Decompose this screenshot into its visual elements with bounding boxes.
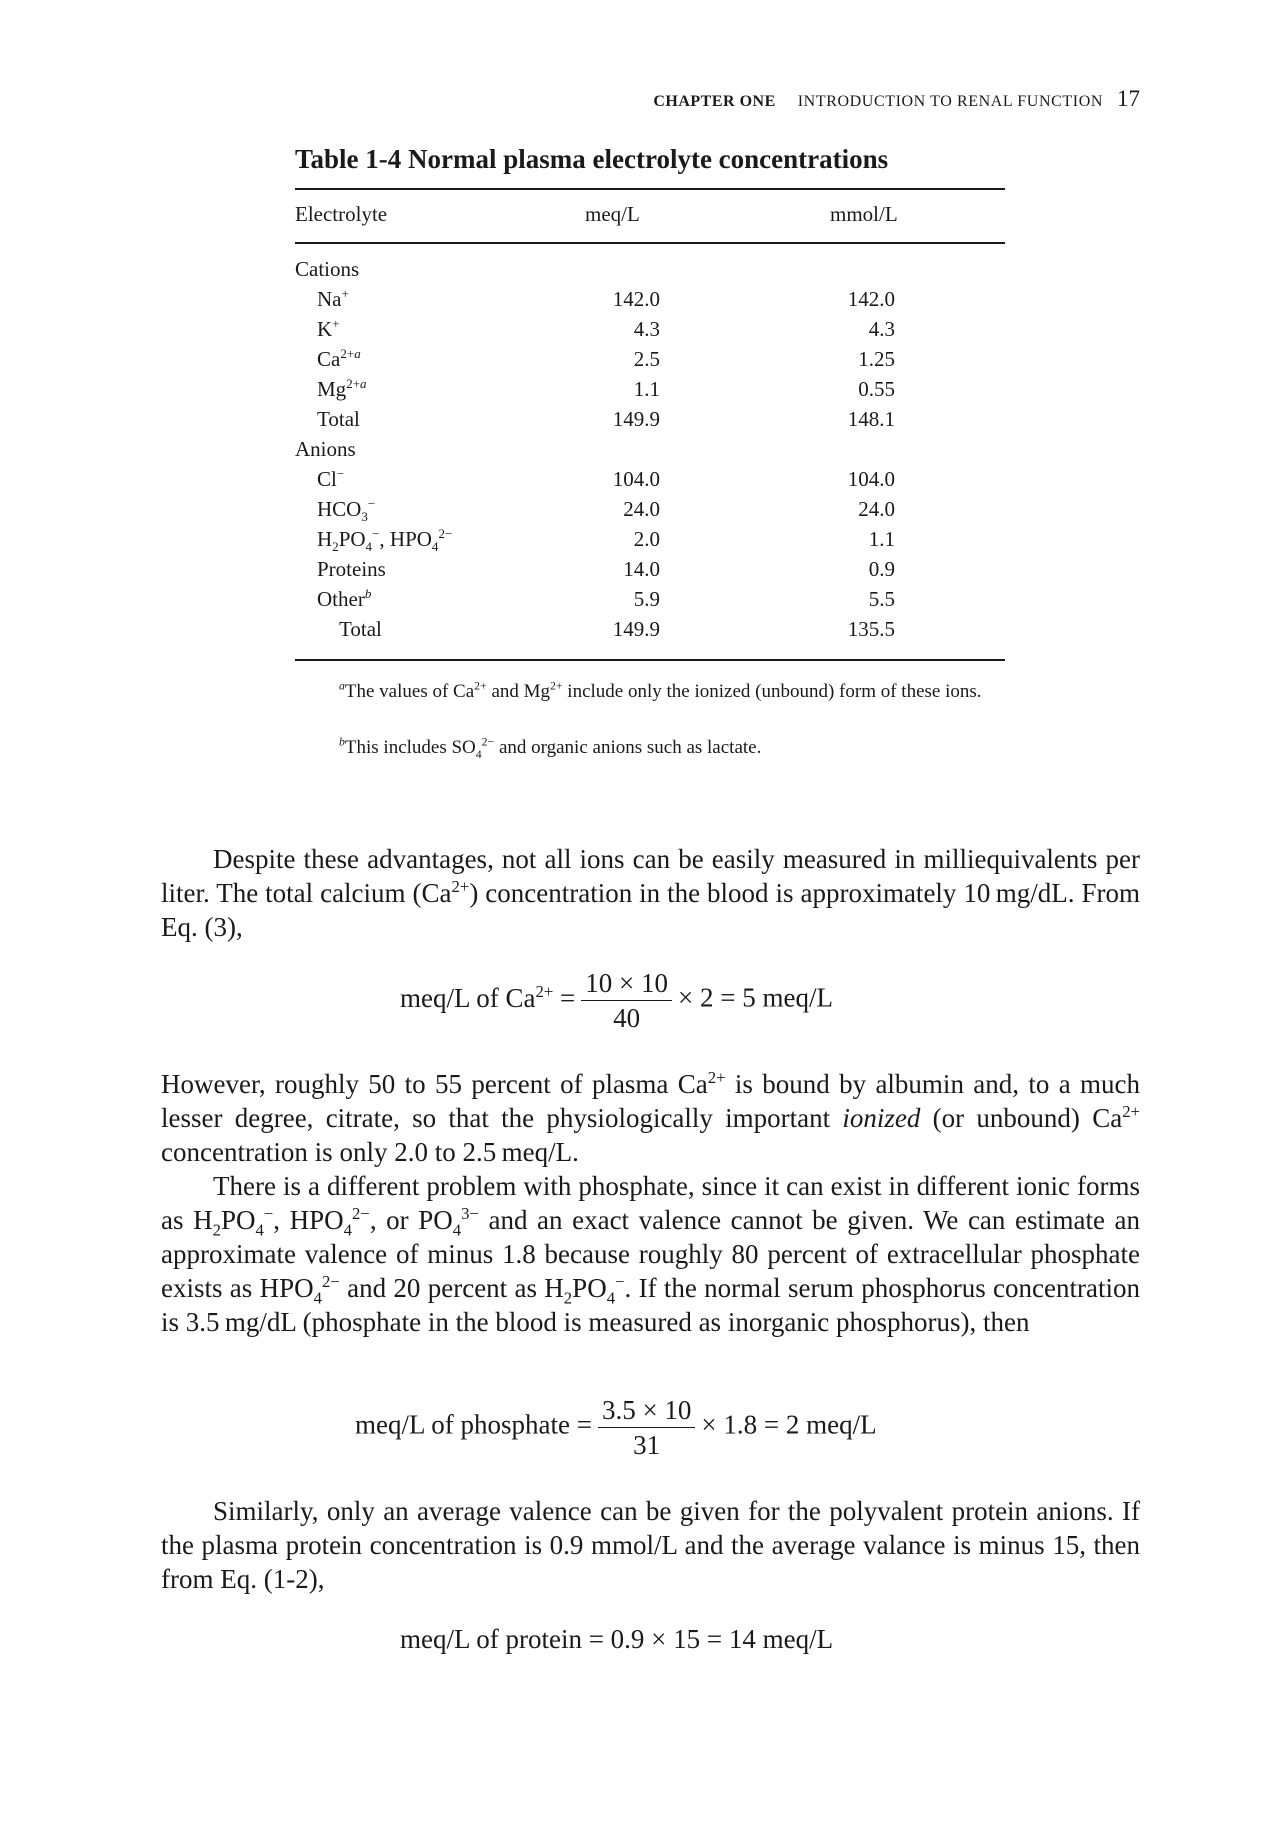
table-row xyxy=(295,257,1005,287)
row-label: Cations xyxy=(295,257,360,281)
paragraph: Despite these advantages, not all ions can be easily measured in milliequivalents per liter. The total calcium $(Ca^{2+})$ concentration in the blood is approximately 10 mg/dL. From Eq. (3), xyxy=(161,844,1140,942)
row-label: $Ca^{2+a}$ xyxy=(317,346,361,371)
fraction: $\frac{10 \times 10}{40}$ xyxy=(581,966,672,1035)
table-footnote-a: $^a$The values of $Ca^{2+}$ and $Mg^{2+}$ include only the ionized (unbound) form of these ions. xyxy=(339,679,982,702)
row-label: Total xyxy=(317,407,360,431)
table-footnote-b: $^b$This includes $SO_4^{2-}$ and organic anions such as lactate. xyxy=(339,735,762,761)
table-row xyxy=(295,407,1005,437)
cell-mmol: 1.25 xyxy=(858,347,895,371)
row-label: Other$^b$ xyxy=(317,586,372,611)
equation-protein: meq/L of protein = 0.9 × 15 = 14 meq/L xyxy=(400,1624,834,1654)
equation-calcium: meq/L of $Ca^{2+}$ = $\frac{10 \times 10}{40}$ × 2 = 5 meq/L xyxy=(400,968,833,1033)
table-row xyxy=(295,467,1005,497)
chapter-title: INTRODUCTION TO RENAL FUNCTION xyxy=(797,93,1103,110)
row-label: $H_2PO_4^-$, $HPO_4^{2-}$ xyxy=(317,526,453,555)
cell-meq: 14.0 xyxy=(623,557,660,581)
equation-phosphate: meq/L of phosphate = $\frac{3.5 \times 10}{31}$ × 1.8 = 2 meq/L xyxy=(355,1395,877,1460)
table-caption: Table 1-4 Normal plasma electrolyte concentrations xyxy=(295,144,889,174)
cell-mmol: 135.5 xyxy=(847,617,895,641)
cell-mmol: 148.1 xyxy=(847,407,895,431)
cell-mmol: 0.9 xyxy=(868,557,895,581)
paragraph: However, roughly 50 to 55 percent of plasma $Ca^{2+}$ is bound by albumin and, to a much lesser degree, citrate, so that the physiologically important ionized (or unbound) $Ca^{2+}$ concentration is only 2.0 to 2.5 meq/L. There is a different problem with phosphate, since it can exist in different ionic forms as $H_2PO_4^-$, $HPO_4^{2-}$, or $PO_4^{3-}$ and an exact valence cannot be given. We can estimate an approximate valence of minus 1.8 because roughly 80 percent of extracellular phosphate exists as $HPO_4^{2-}$ and 20 percent as $H_2PO_4^-$. If the normal serum phosphorus concentration is 3.5 mg/dL (phosphate in the blood is measured as inorganic phosphorus), then xyxy=(161,1068,1141,1337)
table-bottom-rule xyxy=(295,659,1005,661)
cell-mmol: 0.55 xyxy=(858,377,895,401)
cell-meq: 104.0 xyxy=(612,467,660,491)
cell-meq: 4.3 xyxy=(633,317,660,341)
chapter-label: CHAPTER ONE xyxy=(653,93,776,110)
row-label: Cl− xyxy=(317,466,345,491)
row-label: Total xyxy=(339,617,382,641)
column-header-meq: meq/L xyxy=(585,202,640,226)
cell-mmol: 142.0 xyxy=(847,287,895,311)
page-number: 17 xyxy=(1117,86,1140,111)
row-label: $HCO_3^-$ xyxy=(317,496,376,525)
cell-meq: 5.9 xyxy=(633,587,660,611)
table-row xyxy=(295,287,1005,317)
cell-meq: 142.0 xyxy=(612,287,660,311)
table-row xyxy=(295,587,1005,617)
table-row xyxy=(295,437,1005,467)
column-header-mmol: mmol/L xyxy=(830,202,898,226)
cell-mmol: 24.0 xyxy=(858,497,895,521)
row-label: Anions xyxy=(295,437,356,461)
table-top-rule xyxy=(295,188,1005,190)
table-row xyxy=(295,347,1005,377)
table-row xyxy=(295,497,1005,527)
cell-meq: 2.0 xyxy=(633,527,660,551)
cell-mmol: 4.3 xyxy=(868,317,895,341)
table-header-row xyxy=(295,202,1005,232)
row-label: Proteins xyxy=(317,557,386,581)
table-row xyxy=(295,527,1005,557)
row-label: $Mg^{2+a}$ xyxy=(317,376,367,401)
equation-rhs: × 1.8 = 2 meq/L xyxy=(701,1409,877,1440)
paragraph: Similarly, only an average valence can be given for the polyvalent protein anions. If the plasma protein concentration is 0.9 mmol/L and the average valance is minus 15, then from Eq. (1-2), xyxy=(161,1496,1140,1594)
column-header-electrolyte: Electrolyte xyxy=(295,202,388,226)
cell-meq: 24.0 xyxy=(623,497,660,521)
cell-meq: 149.9 xyxy=(612,407,660,431)
table-row xyxy=(295,317,1005,347)
row-label: K+ xyxy=(317,316,340,341)
equation-rhs: × 2 = 5 meq/L xyxy=(678,982,833,1013)
cell-mmol: 5.5 xyxy=(868,587,895,611)
fraction: $\frac{3.5 \times 10}{31}$ xyxy=(598,1393,695,1462)
cell-meq: 1.1 xyxy=(633,377,660,401)
cell-mmol: 1.1 xyxy=(868,527,895,551)
cell-meq: 149.9 xyxy=(612,617,660,641)
table-row xyxy=(295,377,1005,407)
running-header xyxy=(295,86,1140,112)
table-header-rule xyxy=(295,242,1005,244)
table-row xyxy=(295,617,1005,647)
cell-mmol: 104.0 xyxy=(847,467,895,491)
cell-meq: 2.5 xyxy=(633,347,660,371)
table-row xyxy=(295,557,1005,587)
row-label: Na+ xyxy=(317,286,349,311)
